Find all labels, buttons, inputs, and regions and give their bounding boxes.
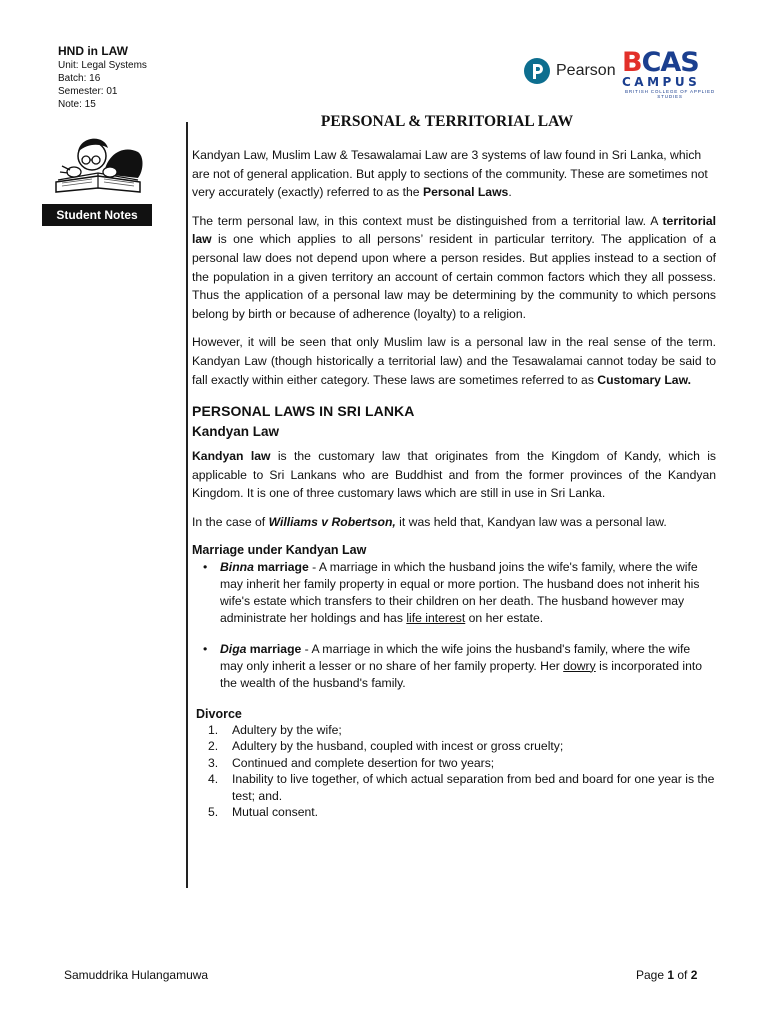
pearson-p-icon — [524, 58, 550, 84]
list-item: 1. Adultery by the wife; — [208, 722, 342, 737]
semester-label: Semester: 01 — [58, 86, 118, 97]
course-title: HND in LAW — [58, 44, 128, 58]
kandyan-law-heading: Kandyan Law — [192, 424, 280, 440]
case-paragraph: In the case of Williams v Robertson, it was held that, Kandyan law was a personal law. — [192, 514, 667, 529]
list-item: 4. Inability to live together, of which actual separation from bed and board for one year is the test; and. — [208, 772, 715, 803]
intro-paragraph: Kandyan Law, Muslim Law & Tesawalamai Law are 3 systems of law found in Sri Lanka, which are not of general application. But apply to sections of the community. These are sometimes not very accurately (exactly) referred to as the Personal Laws. — [192, 148, 708, 200]
section-heading: PERSONAL LAWS IN SRI LANKA — [192, 403, 415, 420]
page-title: PERSONAL & TERRITORIAL LAW — [320, 113, 574, 130]
reading-student-illustration — [52, 126, 146, 205]
bcas-campus-text: CAMPUS — [622, 75, 701, 89]
bcas-logo — [622, 47, 722, 99]
bcas-wordmark: BCAS — [622, 47, 699, 78]
list-item: • Diga marriage - A marriage in which the wife joins the husband's family, where the wife may only inherit a lesser or no share of her family property. Her dowry is incorporated into the wealth of the husband's family. — [220, 641, 716, 692]
bcas-subtitle: BRITISH COLLEGE OF APPLIED STUDIES — [625, 89, 715, 99]
margin-divider — [186, 122, 188, 888]
marriage-list — [192, 559, 716, 692]
list-item: 2. Adultery by the husband, coupled with incest or gross cruelty; — [208, 739, 564, 754]
student-notes-label: Student Notes — [42, 204, 152, 226]
footer-author: Samuddrika Hulangamuwa — [64, 968, 209, 982]
list-item: • Binna marriage - A marriage in which the husband joins the wife's family, where the wife may inherit her family property in equal or more portion. The husband does not inherit his wife's estate which transfers to their children on her death. The husband however may administrate her holdings and has life interest on her estate. — [220, 559, 716, 627]
batch-label: Batch: 16 — [58, 73, 101, 84]
page-number: Page 1 of 2 — [636, 968, 698, 982]
document-body — [192, 112, 716, 821]
territorial-law-paragraph: The term personal law, in this context must be distinguished from a territorial law. A territorial law is one which applies to all persons’ resident in particular territory. The application of a personal law does not depend upon where a person resides. But applies instead to a section of the population in a given territory an account of certain common factors which they all possess. Thus the application of a personal law may be determining by the community to which persons belong by birth or because of adherence (loyalty) to a religion. — [192, 213, 716, 321]
divorce-list — [192, 722, 716, 822]
note-label: Note: 15 — [58, 99, 96, 110]
document-info — [58, 44, 147, 111]
unit-label: Unit: Legal Systems — [58, 60, 147, 71]
kandyan-law-paragraph: Kandyan law is the customary law that originates from the Kingdom of Kandy, which is applicable to Sri Lankans who are Buddhist and from the former provinces of the Kandyan Kingdom. It is one of three customary laws which are still in use in Sri Lanka. — [192, 449, 716, 501]
marriage-heading: Marriage under Kandyan Law — [192, 542, 367, 557]
pearson-logo — [524, 58, 616, 84]
divorce-heading: Divorce — [196, 706, 242, 721]
list-item: 5. Mutual consent. — [208, 805, 319, 820]
pearson-wordmark: Pearson — [556, 62, 616, 79]
list-item: 3. Continued and complete desertion for two years; — [208, 755, 495, 770]
customary-law-paragraph: However, it will be seen that only Muslim law is a personal law in the real sense of the term. Kandyan Law (though historically a territorial law) and the Tesawalamai cannot today be said to fall exactly within either category. These laws are sometimes referred to as Customary Law. — [192, 335, 716, 387]
